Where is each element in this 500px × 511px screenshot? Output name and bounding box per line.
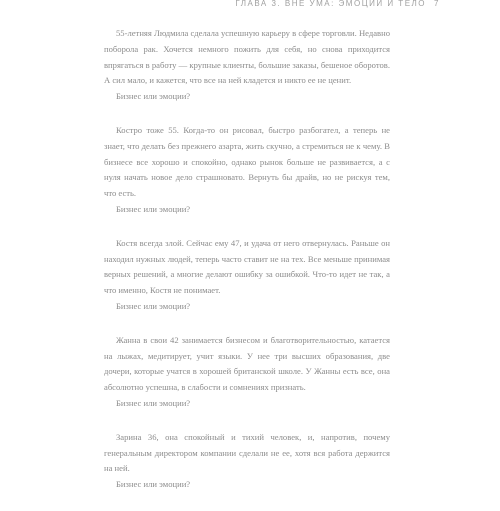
case-question: Бизнес или эмоции? bbox=[116, 203, 191, 214]
case-block bbox=[104, 333, 390, 412]
case-question: Бизнес или эмоции? bbox=[116, 479, 191, 490]
case-block bbox=[104, 430, 390, 493]
page-number: 7 bbox=[434, 0, 440, 8]
running-header bbox=[0, 0, 500, 10]
case-paragraph: 55-летняя Людмила сделала успешную карьеру в сфере торговли. Недавно поборола рак. Хочется немного пожить для себя, но снова приходится впрягаться в работу — крупные клиенты, большие заказы, бешеное оборотов. А сил мало, и кажется, что все на ней кладется и никто ее не ценит. bbox=[104, 28, 390, 86]
case-paragraph: Костро тоже 55. Когда-то он рисовал, быстро разбогател, а теперь не знает, что делать без прежнего азарта, жить скучно, а стремиться не к чему. В бизнесе все хорошо и спокойно, однако рынок больше не развивается, а с нуля начать новое дело страшновато. Вернуть бы драйв, но не рискуя тем, что есть. bbox=[104, 124, 390, 199]
page-body bbox=[104, 26, 390, 511]
case-paragraph: Костя всегда злой. Сейчас ему 47, и удача от него отвернулась. Раньше он находил нужных людей, теперь часто ставит не на тех. Все меньше принимая верных решений, а многие делают ошибку за ошибкой. Что-то идет не так, а что именно, Костя не понимает. bbox=[104, 237, 390, 296]
chapter-title: ГЛАВА 3. ВНЕ УМА: ЭМОЦИИ И ТЕЛО bbox=[235, 0, 426, 8]
case-question: Бизнес или эмоции? bbox=[116, 300, 191, 311]
case-block bbox=[104, 123, 390, 218]
case-block bbox=[104, 236, 390, 315]
case-question: Бизнес или эмоции? bbox=[116, 91, 191, 102]
case-paragraph: Зарина 36, она спокойный и тихий человек, и, напротив, почему генеральным директором компании сделали не ее, хотя вся работа держится на ней. bbox=[104, 431, 390, 474]
case-question: Бизнес или эмоции? bbox=[116, 397, 191, 408]
case-paragraph: Жанна в свои 42 занимается бизнесом и благотворительностью, катается на лыжах, медитирует, учит языки. У нее три высших образования, две дочери, которые учатся в хорошей британской школе. У Жанны есть все, она абсолютно успешна, в слабости и сомнениях признать. bbox=[104, 334, 390, 393]
case-block bbox=[104, 26, 390, 105]
